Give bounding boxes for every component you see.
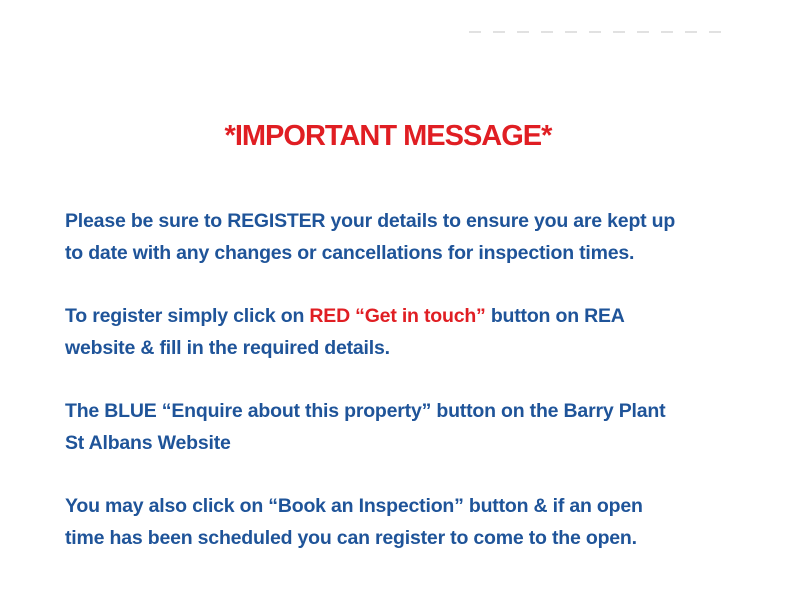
text-segment-blue: The BLUE “Enquire about this property” button on the Barry Plant [65, 400, 666, 422]
message-body [65, 205, 775, 585]
text-segment-blue: St Albans Website [65, 432, 231, 454]
faint-scan-artifact [469, 31, 731, 33]
text-segment-blue: Please be sure to REGISTER your details to ensure you are kept up [65, 210, 676, 232]
text-segment-blue: You may also click on “Book an Inspection” button & if an open [65, 495, 643, 517]
message-paragraph [65, 395, 775, 459]
message-paragraph [65, 300, 775, 364]
message-paragraph [65, 205, 775, 269]
message-paragraph [65, 490, 775, 554]
text-segment-red: RED “Get in touch” [309, 305, 486, 327]
text-segment-blue: time has been scheduled you can register to come to the open. [65, 527, 637, 549]
text-segment-blue: to date with any changes or cancellations for inspection times. [65, 242, 635, 264]
page-title: *IMPORTANT MESSAGE* [224, 120, 552, 153]
text-segment-blue: button on REA [485, 305, 625, 327]
text-segment-blue: To register simply click on [65, 305, 310, 327]
text-segment-blue: website & fill in the required details. [65, 337, 390, 359]
